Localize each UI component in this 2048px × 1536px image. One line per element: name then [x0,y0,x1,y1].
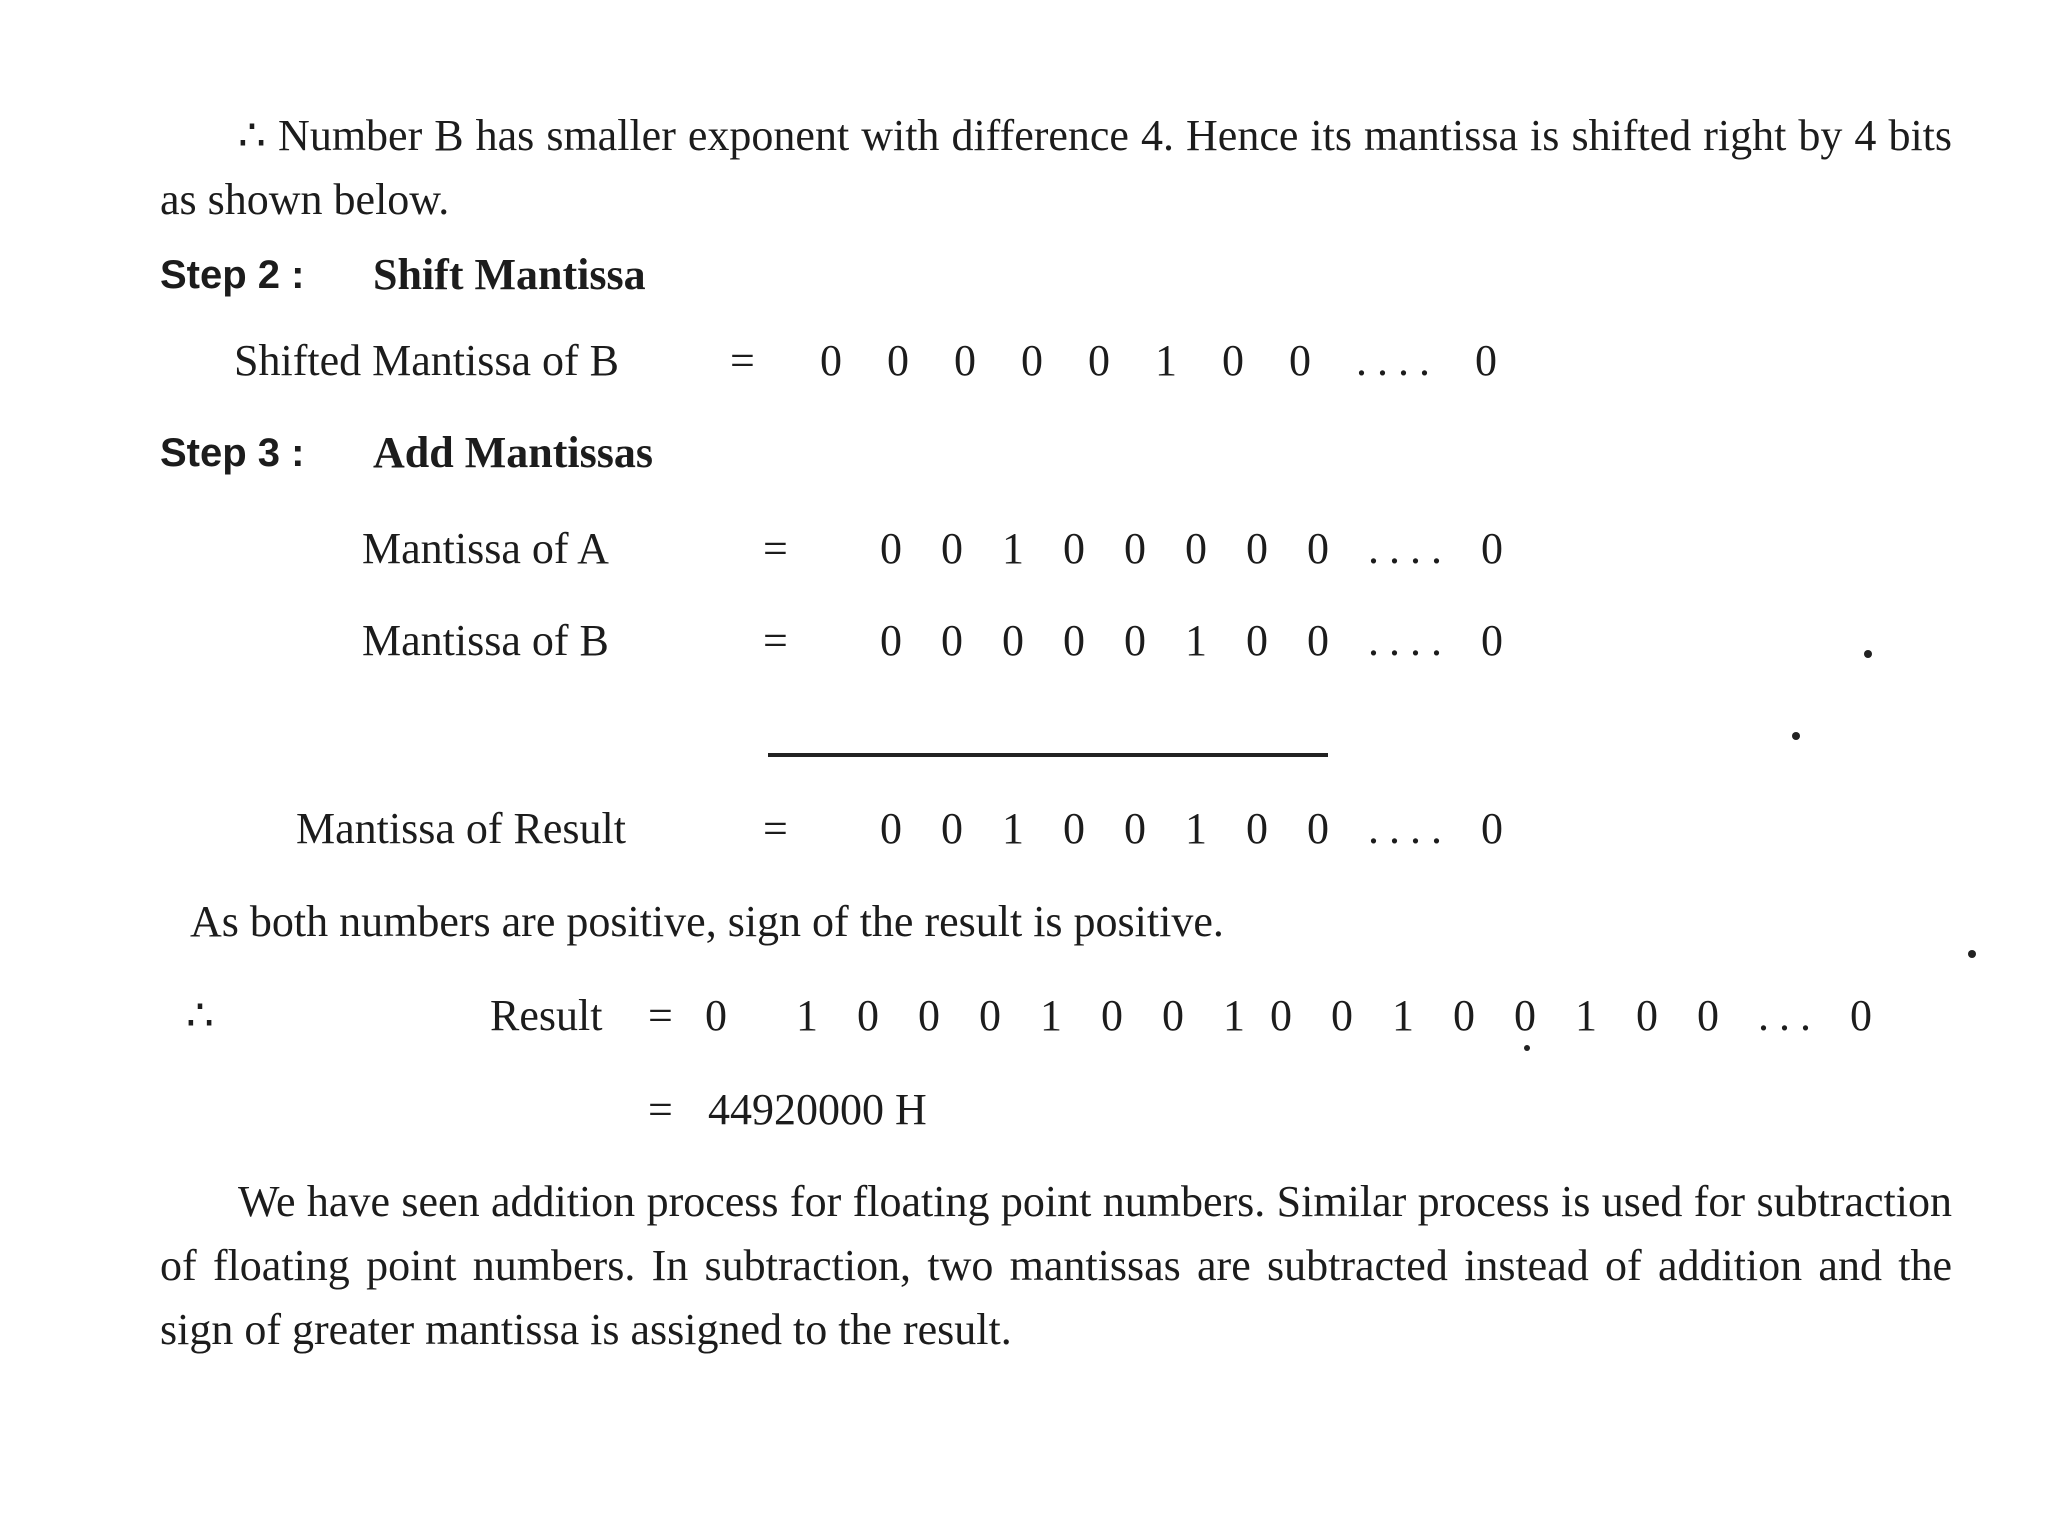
mantissa-b-equals: = [763,616,788,665]
intro-paragraph [160,104,1952,232]
therefore-symbol: ∴ [238,111,266,160]
result-sign-bit: 0 [705,991,727,1040]
scan-speck [1792,732,1800,740]
step2-label: Step 2 : [160,253,305,297]
step3-label: Step 3 : [160,431,305,475]
mantissa-result-value: 0 0 1 0 0 1 0 0 .... 0 [880,804,1513,853]
intro-text: Number B has smaller exponent with difference 4. Hence its mantissa is shifted right by 4 bits as shown below. [160,111,1953,224]
shifted-mantissa-label: Shifted Mantissa of B [234,336,619,385]
scan-speck [1864,650,1872,658]
mantissa-result-label: Mantissa of Result [296,804,626,853]
scan-speck [1968,950,1976,958]
step2-title: Shift Mantissa [373,250,646,299]
hex-equals: = [648,1085,673,1134]
mantissa-a-equals: = [763,524,788,573]
result-label: Result [490,991,603,1040]
mantissa-a-value: 0 0 1 0 0 0 0 0 .... 0 [880,524,1513,573]
result-equals: = [648,991,673,1040]
scan-speck [1524,1045,1530,1051]
result-therefore: ∴ [186,991,214,1040]
mantissa-a-label: Mantissa of A [362,524,609,573]
sum-rule [768,753,1328,757]
shifted-mantissa-value: 0 0 0 0 0 1 0 0 .... 0 [820,336,1507,385]
mantissa-b-value: 0 0 0 0 0 1 0 0 .... 0 [880,616,1513,665]
hex-result: 44920000 H [708,1085,927,1134]
closing-paragraph: We have seen addition process for floating point numbers. Similar process is used for subtraction of floating point numbers. In subtraction, two mantissas are subtracted instead of addition and the sign of greater mantissa is assigned to the result. [160,1177,1952,1354]
mantissa-b-label: Mantissa of B [362,616,609,665]
mantissa-result-equals: = [763,804,788,853]
shifted-mantissa-equals: = [730,336,755,385]
sign-note: As both numbers are positive, sign of the result is positive. [190,897,1224,946]
result-exponent: 1 0 0 0 1 0 0 1 [796,991,1255,1040]
step3-title: Add Mantissas [373,428,653,477]
result-mantissa: 0 0 1 0 0 1 0 0 ... 0 [1270,991,1882,1040]
